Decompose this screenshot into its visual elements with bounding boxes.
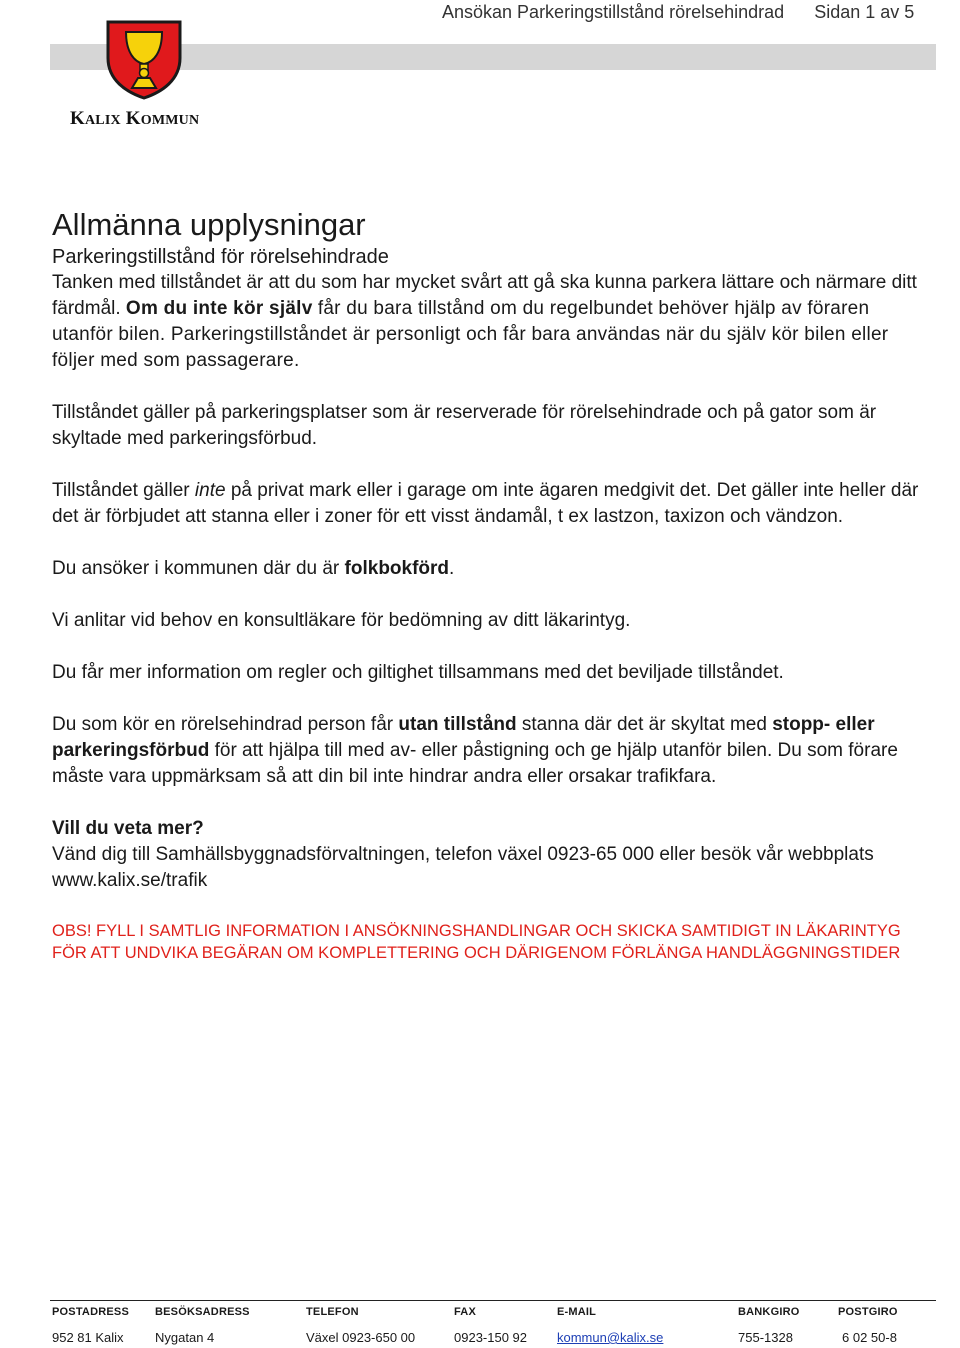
page-title: Allmänna upplysningar xyxy=(52,207,366,242)
application-paragraph: Du ansöker i kommunen där du är folkbokförd. xyxy=(52,558,455,579)
driver-paragraph: Du som kör en rörelsehindrad person får utan tillstånd stanna där det är skyltat med stopp- eller parkeringsförbud för att hjälpa till med av- eller påstigning och ge hjälp utanför bilen. Du som förare måste vara uppmärksam så att din bil inte hindrar andra eller orsakar trafikfara. xyxy=(52,714,898,787)
more-info-heading: Vill du veta mer? xyxy=(52,818,204,839)
footer-label-email: E-MAIL xyxy=(557,1306,597,1318)
information-paragraph: Du får mer information om regler och giltighet tillsammans med det beviljade tillståndet. xyxy=(52,662,784,683)
organization-name: KALIX KOMMUN xyxy=(70,108,200,129)
page-indicator: Sidan 1 av 5 xyxy=(814,2,915,22)
footer-postadress: 952 81 Kalix xyxy=(52,1330,124,1345)
validity-paragraph: Tillståndet gäller på parkeringsplatser som är reserverade för rörelsehindrade och på gator som är skyltade med parkeringsförbud. xyxy=(52,402,877,449)
document-title: Ansökan Parkeringstillstånd rörelsehindrad xyxy=(442,2,785,22)
restriction-paragraph: Tillståndet gäller inte på privat mark eller i garage om inte ägaren medgivit det. Det gäller inte heller där det är förbjudet att stanna eller i zoner för ett visst ändamål, t ex lastzon, taxizon och vändzon. xyxy=(52,480,919,527)
footer-email-link[interactable]: kommun@kalix.se xyxy=(557,1330,664,1345)
footer-label-telefon: TELEFON xyxy=(306,1306,359,1318)
footer-besoksadress: Nygatan 4 xyxy=(155,1330,215,1345)
footer-label-bankgiro: BANKGIRO xyxy=(738,1306,800,1318)
footer-label-postgiro: POSTGIRO xyxy=(838,1306,898,1318)
main-content xyxy=(52,206,932,964)
footer-bankgiro: 755-1328 xyxy=(738,1330,793,1345)
more-info-text: Vänd dig till Samhällsbyggnadsförvaltningen, telefon växel 0923-65 000 eller besök vår webbplats www.kalix.se/trafik xyxy=(52,844,874,891)
footer-fax: 0923-150 92 xyxy=(454,1330,528,1345)
intro-paragraph: Tanken med tillståndet är att du som har mycket svårt att gå ska kunna parkera lättare och närmare ditt färdmål. Om du inte kör själv får du bara tillstånd om du regelbundet behöver hjälp av föraren utanför bilen. Parkeringstillståndet är personligt och får bara användas när du själv kör bilen eller följer med som passagerare. xyxy=(52,272,917,371)
footer-postgiro: 6 02 50-8 xyxy=(842,1330,897,1345)
notice-text: OBS! FYLL I SAMTLIG INFORMATION I ANSÖKNINGSHANDLINGAR OCH SKICKA SAMTIDIGT IN LÄKARINTYG FÖR ATT UNDVIKA BEGÄRAN OM KOMPLETTERING OCH DÄRIGENOM FÖRLÄNGA HANDLÄGGNINGSTIDER xyxy=(52,922,901,962)
doctor-paragraph: Vi anlitar vid behov en konsultläkare för bedömning av ditt läkarintyg. xyxy=(52,610,631,631)
footer-label-fax: FAX xyxy=(454,1306,476,1318)
kalix-coat-of-arms-icon xyxy=(104,18,184,100)
page-subtitle: Parkeringstillstånd för rörelsehindrade xyxy=(52,246,389,268)
footer-label-postadress: POSTADRESS xyxy=(52,1306,129,1318)
footer-label-besoksadress: BESÖKSADRESS xyxy=(155,1306,250,1318)
document-header xyxy=(442,2,914,23)
footer-telefon: Växel 0923-650 00 xyxy=(306,1330,416,1345)
footer-divider xyxy=(50,1300,936,1301)
